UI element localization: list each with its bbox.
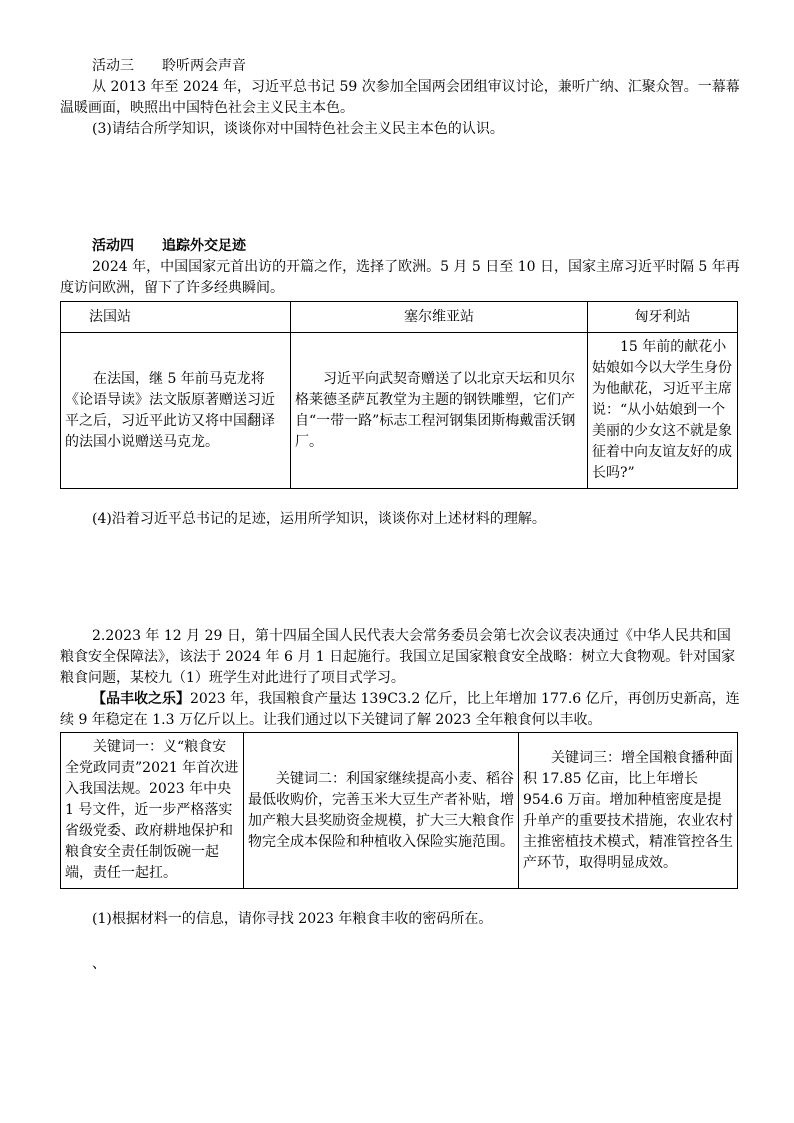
q2-section bbox=[60, 689, 740, 731]
table-header-row bbox=[61, 302, 738, 333]
q2-question: (1)根据材料一的信息，请你寻找 2023 年粮食丰收的密码所在。 bbox=[92, 911, 493, 927]
cell-france: 在法国，继 5 年前马克龙将《论语导读》法文版原著赠送习近平之后，习近平此访又将中国翻译的法国小说赠送马克龙。 bbox=[61, 333, 291, 489]
activity4-paragraph: 2024 年，中国国家元首出访的开篇之作，选择了欧洲。5 月 5 日至 10 日，国家主席习近平时隔 5 年再度访问欧洲，留下了许多经典瞬间。 bbox=[60, 259, 740, 296]
keyword-2: 关键词二：利国家继续提高小麦、稻谷最低收购价，完善玉米大豆生产者补贴，增加产粮大县奖励资金规模，扩大三大粮食作物完全成本保险和种植收入保险实施范围。 bbox=[244, 733, 519, 889]
activity4-title: 活动四 bbox=[92, 238, 134, 254]
keyword-1: 关键词一：义“粮食安全党政同责”2021 年首次进入我国法规。2023 年中央 1 号文件，近一步严格落实省级党委、政府耕地保护和粮食安全责任制饭碗一起端，责任一起扛。 bbox=[61, 733, 244, 889]
q2-intro: 2.2023 年 12 月 29 日，第十四届全国人民代表大会常务委员会第七次会议表决通过《中华人民共和国粮食安全保障法》，该法于 2024 年 6 月 1 日起施行。我国立足国家粮食安全战略：树立大食物观。针对国家粮食问题，某校九（1）班学生对此进行了项目式学习。 bbox=[60, 628, 736, 686]
activity4-heading bbox=[92, 236, 740, 257]
diplomacy-table bbox=[60, 301, 738, 489]
stray-mark: 、 bbox=[92, 956, 106, 972]
keywords-table bbox=[60, 732, 738, 889]
header-france: 法国站 bbox=[61, 302, 291, 333]
header-serbia: 塞尔维亚站 bbox=[291, 302, 588, 333]
activity3-question: (3)请结合所学知识，谈谈你对中国特色社会主义民主本色的认识。 bbox=[92, 121, 504, 137]
cell-hungary: 15 年前的献花小姑娘如今以大学生身份为他献花，习近平主席说：“从小姑娘到一个美丽的少女这不就是象征着中向友谊友好的成长吗?” bbox=[588, 333, 738, 489]
table-row bbox=[61, 333, 738, 489]
header-hungary: 匈牙利站 bbox=[588, 302, 738, 333]
keyword-3: 关键词三：增全国粮食播种面积 17.85 亿亩，比上年增长 954.6 万亩。增加种植密度是提升单产的重要技术措施，农业农村主推密植技术模式，精准管控各生产环节，取得明显成效。 bbox=[519, 733, 738, 889]
table-row bbox=[61, 733, 738, 889]
activity4-question: (4)沿着习近平总书记的足迹，运用所学知识，谈谈你对上述材料的理解。 bbox=[92, 511, 546, 527]
activity3-heading bbox=[92, 56, 740, 77]
document-page bbox=[60, 56, 740, 975]
activity3-subtitle: 聆听两会声音 bbox=[162, 58, 246, 74]
section-label: 【品丰收之乐】 bbox=[92, 691, 190, 707]
activity4-subtitle: 追踪外交足迹 bbox=[162, 238, 246, 254]
section-text: 2023 年，我国粮食产量达 139C3.2 亿斤，比上年增加 177.6 亿斤，再创历史新高，连续 9 年稳定在 1.3 万亿斤以上。让我们通过以下关键词了解 2023 全年粮食何以丰收。 bbox=[60, 691, 740, 728]
activity3-title: 活动三 bbox=[92, 58, 134, 74]
cell-serbia: 习近平向武契奇赠送了以北京天坛和贝尔格莱德圣萨瓦教堂为主题的钢铁雕塑，它们产自“一带一路”标志工程河钢集团斯梅戴雷沃钢厂。 bbox=[291, 333, 588, 489]
activity3-paragraph: 从 2013 年至 2024 年，习近平总书记 59 次参加全国两会团组审议讨论，兼听广纳、汇聚众智。一幕幕温暖画面，映照出中国特色社会主义民主本色。 bbox=[60, 79, 740, 116]
